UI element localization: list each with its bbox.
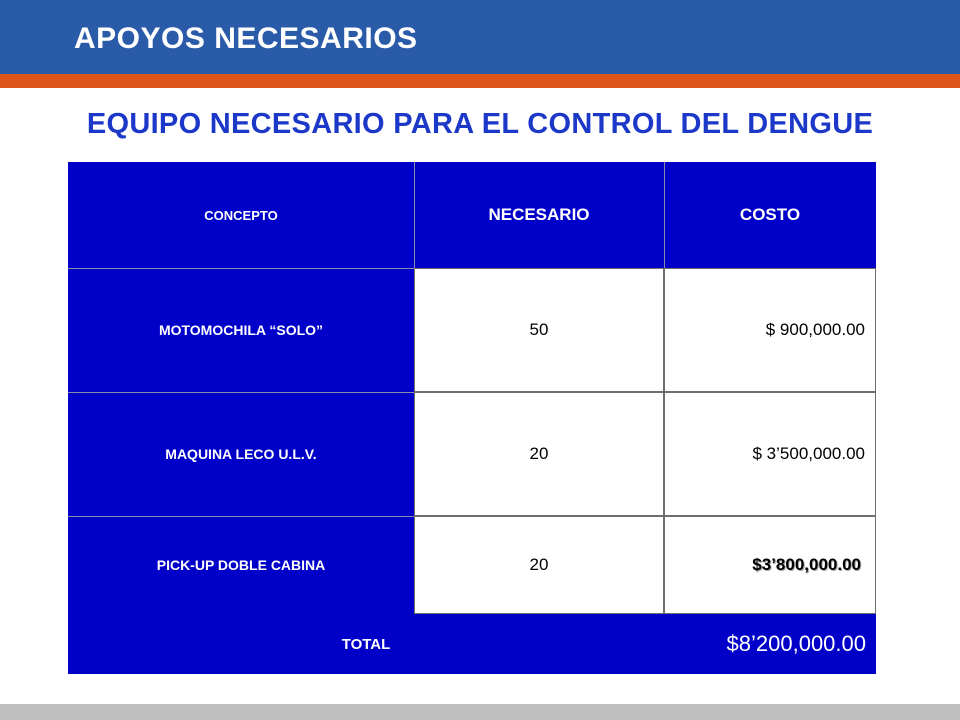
row-costo: $3’800,000.00 — [664, 516, 876, 614]
row-necesario: 50 — [414, 268, 664, 392]
accent-divider — [0, 74, 960, 88]
row-concepto: MOTOMOCHILA “SOLO” — [68, 268, 414, 392]
row-necesario: 20 — [414, 392, 664, 516]
page-title: APOYOS NECESARIOS — [74, 22, 418, 55]
row-divider — [68, 516, 414, 517]
header-bar — [0, 0, 960, 74]
header-divider — [664, 162, 665, 268]
total-value: $8’200,000.00 — [664, 614, 876, 674]
column-header-costo: COSTO — [664, 162, 876, 268]
row-divider — [68, 392, 414, 393]
row-costo: $ 3’500,000.00 — [664, 392, 876, 516]
footer-bar — [0, 704, 960, 720]
row-necesario: 20 — [414, 516, 664, 614]
row-divider — [68, 268, 414, 269]
total-label: TOTAL — [68, 614, 664, 674]
row-concepto: MAQUINA LECO U.L.V. — [68, 392, 414, 516]
row-concepto: PICK-UP DOBLE CABINA — [68, 516, 414, 614]
column-header-concepto: CONCEPTO — [68, 162, 414, 268]
header-divider — [414, 162, 415, 268]
table-title: EQUIPO NECESARIO PARA EL CONTROL DEL DENGUE — [86, 108, 874, 140]
row-costo: $ 900,000.00 — [664, 268, 876, 392]
column-header-necesario: NECESARIO — [414, 162, 664, 268]
